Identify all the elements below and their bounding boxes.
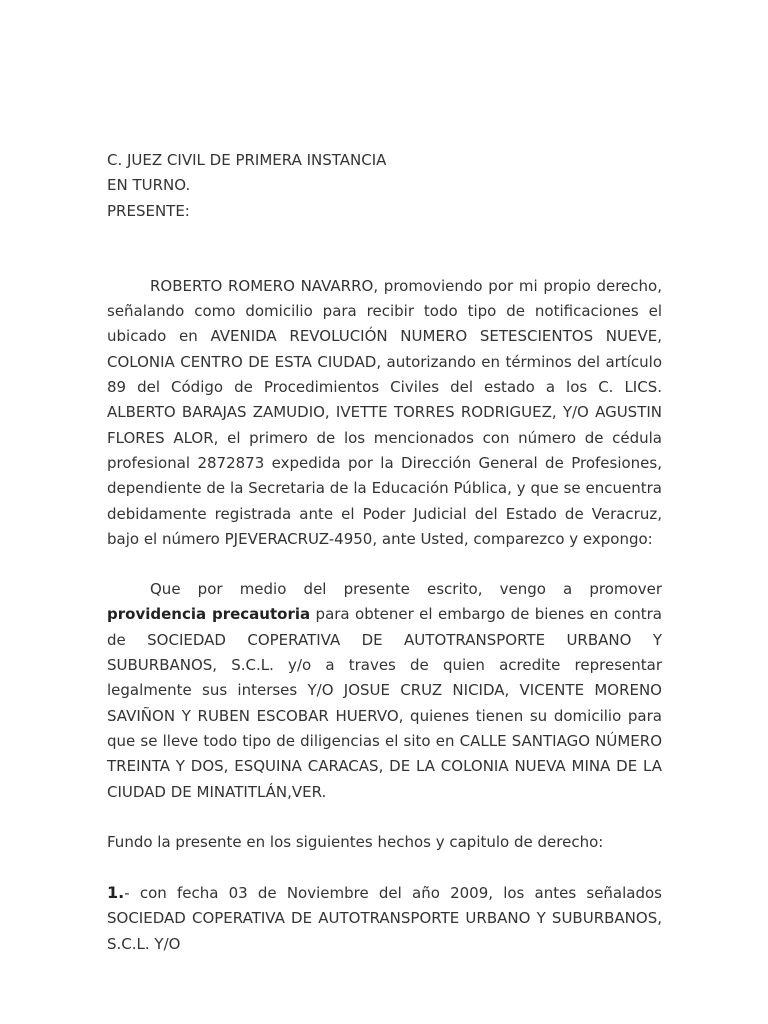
paragraph-fundamento: Fundo la presente en los siguientes hechos y capitulo de derecho:	[107, 832, 604, 851]
addressee-block	[107, 148, 662, 224]
addressee-line-presente: PRESENTE:	[107, 201, 190, 220]
hecho-number: 1.	[107, 883, 125, 903]
addressee-line-turno: EN TURNO.	[107, 176, 191, 195]
paragraph-providencia	[107, 577, 662, 805]
document-body	[107, 148, 662, 957]
paragraph-providencia-intro: Que por medio del presente escrito, vengo a promover	[150, 580, 662, 599]
addressee-line-judge: C. JUEZ CIVIL DE PRIMERA INSTANCIA	[107, 151, 387, 169]
hecho-text: - con fecha 03 de Noviembre del año 2009, los antes señalados SOCIEDAD COPERATIVA DE AUTOTRANSPORTE URBANO Y SUBURBANOS, S.C.L. Y/O	[107, 884, 662, 953]
paragraph-providencia-bold: providencia precautoria	[107, 605, 311, 624]
paragraph-providencia-rest: para obtener el embargo de bienes en contra de SOCIEDAD COPERATIVA DE AUTOTRANSPORTE URBANO Y SUBURBANOS, S.C.L. y/o a traves de quien acredite representar legalmente sus interses Y/O JOSUE CRUZ NICIDA, VICENTE MORENO SAVIÑON Y RUBEN ESCOBAR HUERVO, quienes tienen su domicilio para que se lleve todo tipo de diligencias el sito en CALLE SANTIAGO NÚMERO TREINTA Y DOS, ESQUINA CARACAS, DE LA COLONIA NUEVA MINA DE LA CIUDAD DE MINATITLÁN,VER.	[107, 605, 662, 801]
paragraph-hecho-1	[107, 880, 662, 957]
paragraph-promovente: ROBERTO ROMERO NAVARRO, promoviendo por mi propio derecho, señalando como domicilio para recibir todo tipo de notificaciones el ubicado en AVENIDA REVOLUCIÓN NUMERO SETESCIENTOS NUEVE, COLONIA CENTRO DE ESTA CIUDAD, autorizando en términos del artículo 89 del Código de Procedimientos Civiles del estado a los C. LICS. ALBERTO BARAJAS ZAMUDIO, IVETTE TORRES RODRIGUEZ, Y/O AGUSTIN FLORES ALOR, el primero de los mencionados con número de cédula profesional 2872873 expedida por la Dirección General de Profesiones, dependiente de la Secretaria de la Educación Pública, y que se encuentra debidamente registrada ante el Poder Judicial del Estado de Veracruz, bajo el número PJEVERACRUZ-4950, ante Usted, comparezco y expongo:	[107, 276, 662, 548]
